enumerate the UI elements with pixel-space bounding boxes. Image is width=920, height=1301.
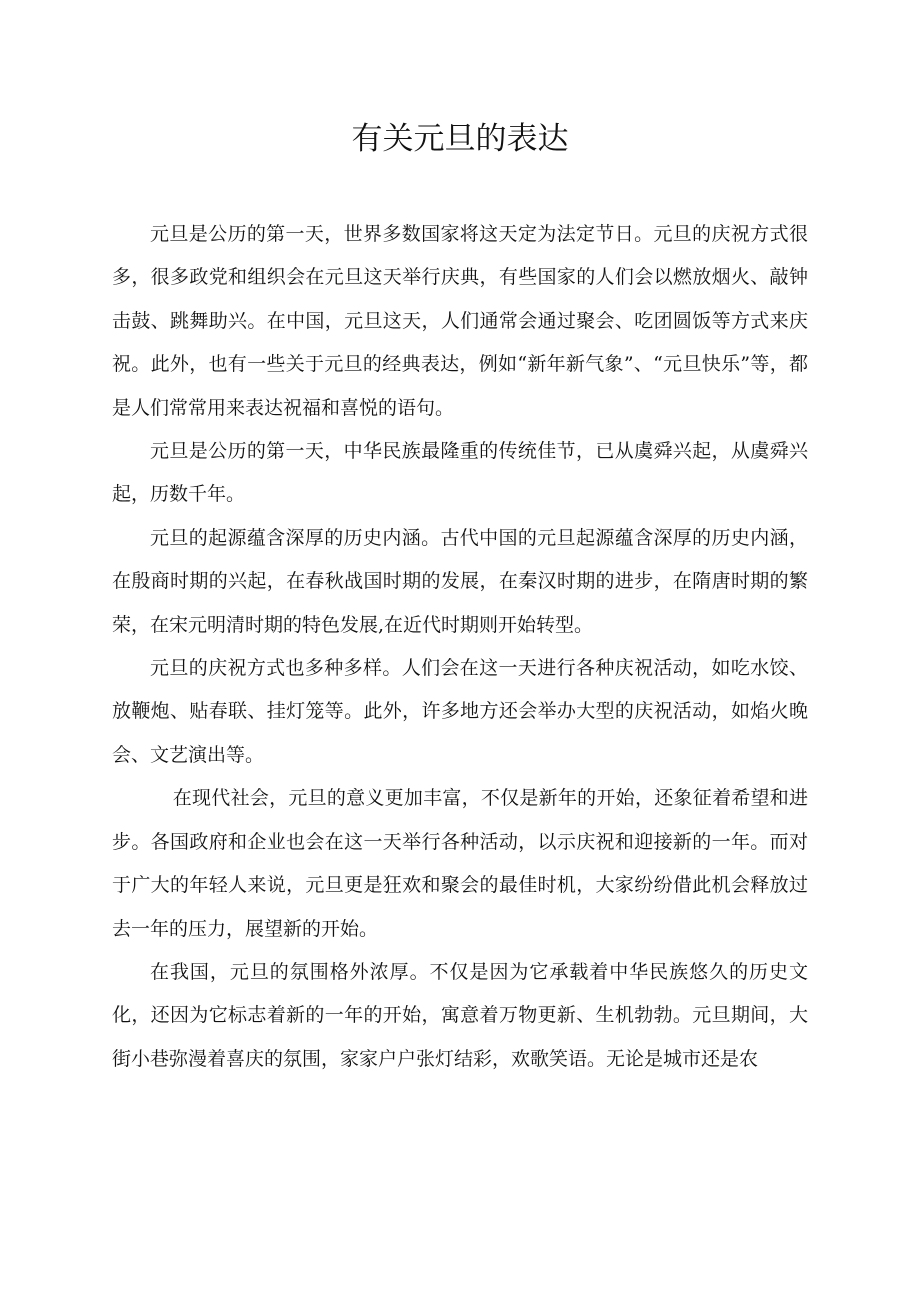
- document-title: 有关元旦的表达: [351, 121, 569, 157]
- document-body: [112, 213, 808, 1081]
- paragraph: 在我国，元旦的氛围格外浓厚。不仅是因为它承载着中华民族悠久的历史文化，还因为它标志着新的一年的开始，寓意着万物更新、生机勃勃。元旦期间，大街小巷弥漫着喜庆的氛围，家家户户张灯结彩，欢歌笑语。无论是城市还是农: [112, 960, 808, 1070]
- paragraph: 元旦的起源蕴含深厚的历史内涵。古代中国的元旦起源蕴含深厚的历史内涵，在殷商时期的兴起，在春秋战国时期的发展，在秦汉时期的进步，在隋唐时期的繁荣，在宋元明清时期的特色发展,在近代时期则开始转型。: [112, 526, 808, 636]
- paragraph: 元旦的庆祝方式也多种多样。人们会在这一天进行各种庆祝活动，如吃水饺、放鞭炮、贴春联、挂灯笼等。此外，许多地方还会举办大型的庆祝活动，如焰火晚会、文艺演出等。: [112, 657, 808, 766]
- paragraph: 元旦是公历的第一天，中华民族最隆重的传统佳节，已从虞舜兴起，从虞舜兴起，历数千年。: [112, 440, 808, 506]
- paragraph: 元旦是公历的第一天，世界多数国家将这天定为法定节日。元旦的庆祝方式很多，很多政党和组织会在元旦这天举行庆典，有些国家的人们会以燃放烟火、敲钟击鼓、跳舞助兴。在中国，元旦这天，人们通常会通过聚会、吃团圆饭等方式来庆祝。此外，也有一些关于元旦的经典表达，例如“新年新气象”、“元旦快乐”等，都是人们常常用来表达祝福和喜悦的语句。: [112, 223, 808, 419]
- paragraph: 在现代社会，元旦的意义更加丰富，不仅是新年的开始，还象征着希望和进步。各国政府和企业也会在这一天举行各种活动，以示庆祝和迎接新的一年。而对于广大的年轻人来说，元旦更是狂欢和聚会的最佳时机，大家纷纷借此机会释放过去一年的压力，展望新的开始。: [112, 787, 808, 940]
